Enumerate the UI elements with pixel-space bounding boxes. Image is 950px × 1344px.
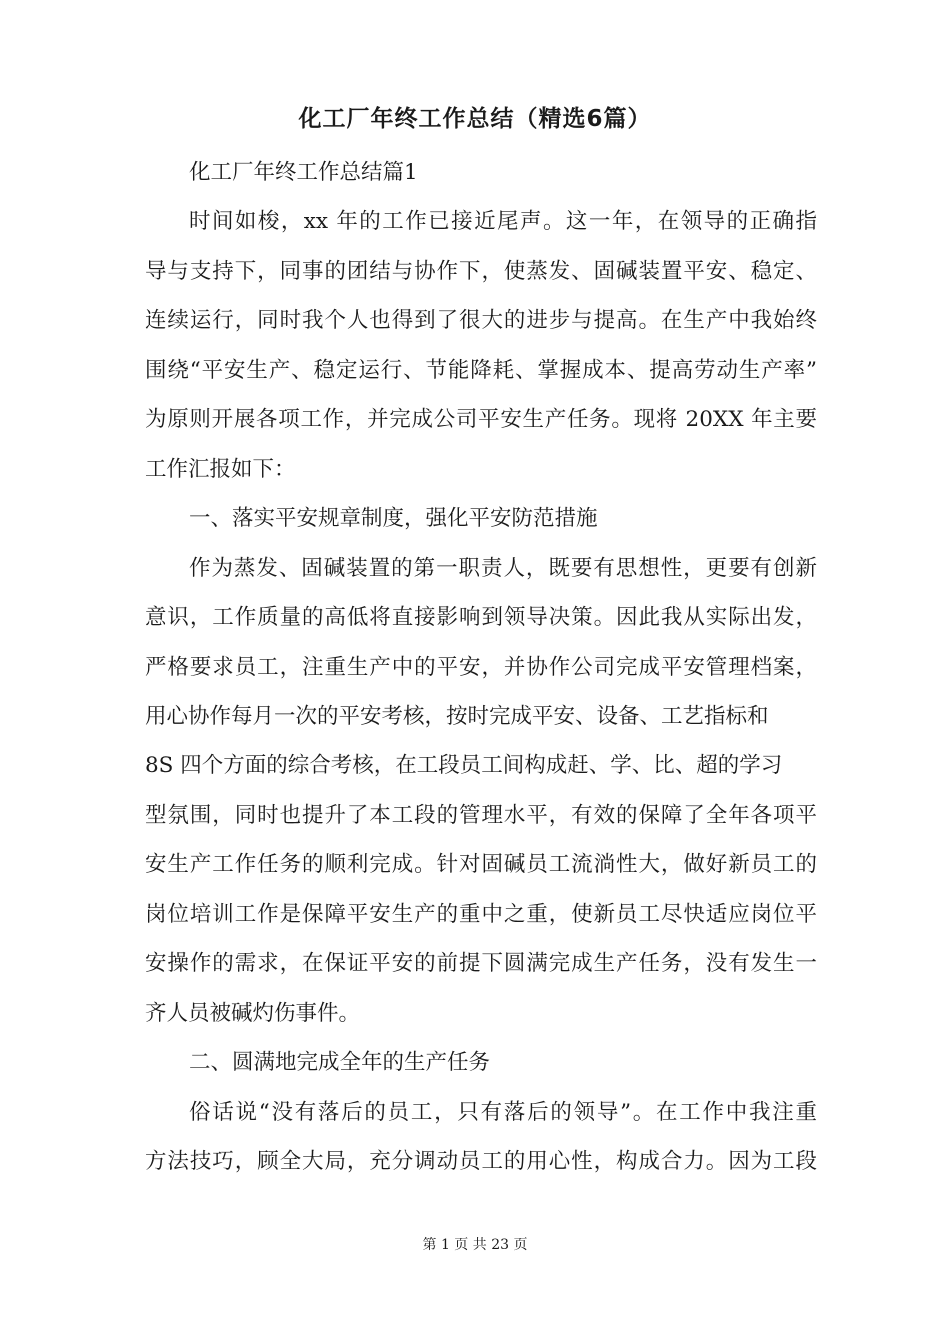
body-line: 作为蒸发、固碱装置的第一职责人，既要有思想性，更要有创新 (189, 555, 817, 581)
body-line: 二、圆满地完成全年的生产任务 (189, 1050, 491, 1076)
body-line: 为原则开展各项工作，并完成公司平安生产任务。现将 20XX 年主要 (145, 407, 817, 433)
body-line: 用心协作每月一次的平安考核，按时完成平安、设备、工艺指标和 (145, 703, 769, 729)
body-line: 型氛围，同时也提升了本工段的管理水平，有效的保障了全年各项平 (145, 802, 817, 828)
body-line: 意识，工作质量的高低将直接影响到领导决策。因此我从实际出发， (145, 605, 817, 631)
page-title: 化工厂年终工作总结（精选6篇） (298, 106, 652, 132)
body-line: 俗话说“没有落后的员工，只有落后的领导”。在工作中我注重 (189, 1099, 817, 1125)
body-line: 一、落实平安规章制度，强化平安防范措施 (189, 506, 598, 532)
body-line: 岗位培训工作是保障平安生产的重中之重，使新员工尽快适应岗位平 (145, 901, 817, 927)
body-line: 齐人员被碱灼伤事件。 (145, 1000, 361, 1026)
body-line: 方法技巧，顾全大局，充分调动员工的用心性，构成合力。因为工段 (145, 1149, 817, 1174)
body-line: 时间如梭，xx 年的工作已接近尾声。这一年，在领导的正确指 (189, 209, 817, 235)
body-line: 安操作的需求，在保证平安的前提下圆满完成生产任务，没有发生一 (145, 951, 817, 977)
body-line: 安生产工作任务的顺利完成。针对固碱员工流淌性大，做好新员工的 (145, 852, 817, 878)
page-footer: 第 1 页 共 23 页 (422, 1237, 528, 1253)
body-line: 工作汇报如下： (145, 456, 296, 482)
body-line: 围绕“平安生产、稳定运行、节能降耗、掌握成本、提高劳动生产率” (145, 357, 817, 383)
body-line: 8S 四个方面的综合考核，在工段员工间构成赶、学、比、超的学习 (145, 753, 783, 779)
body-line: 连续运行，同时我个人也得到了很大的进步与提高。在生产中我始终 (145, 308, 817, 334)
body-line: 严格要求员工，注重生产中的平安，并协作公司完成平安管理档案， (145, 654, 817, 680)
body-line: 化工厂年终工作总结篇1 (189, 160, 418, 185)
body-line: 导与支持下，同事的团结与协作下，使蒸发、固碱装置平安、稳定、 (145, 258, 817, 284)
